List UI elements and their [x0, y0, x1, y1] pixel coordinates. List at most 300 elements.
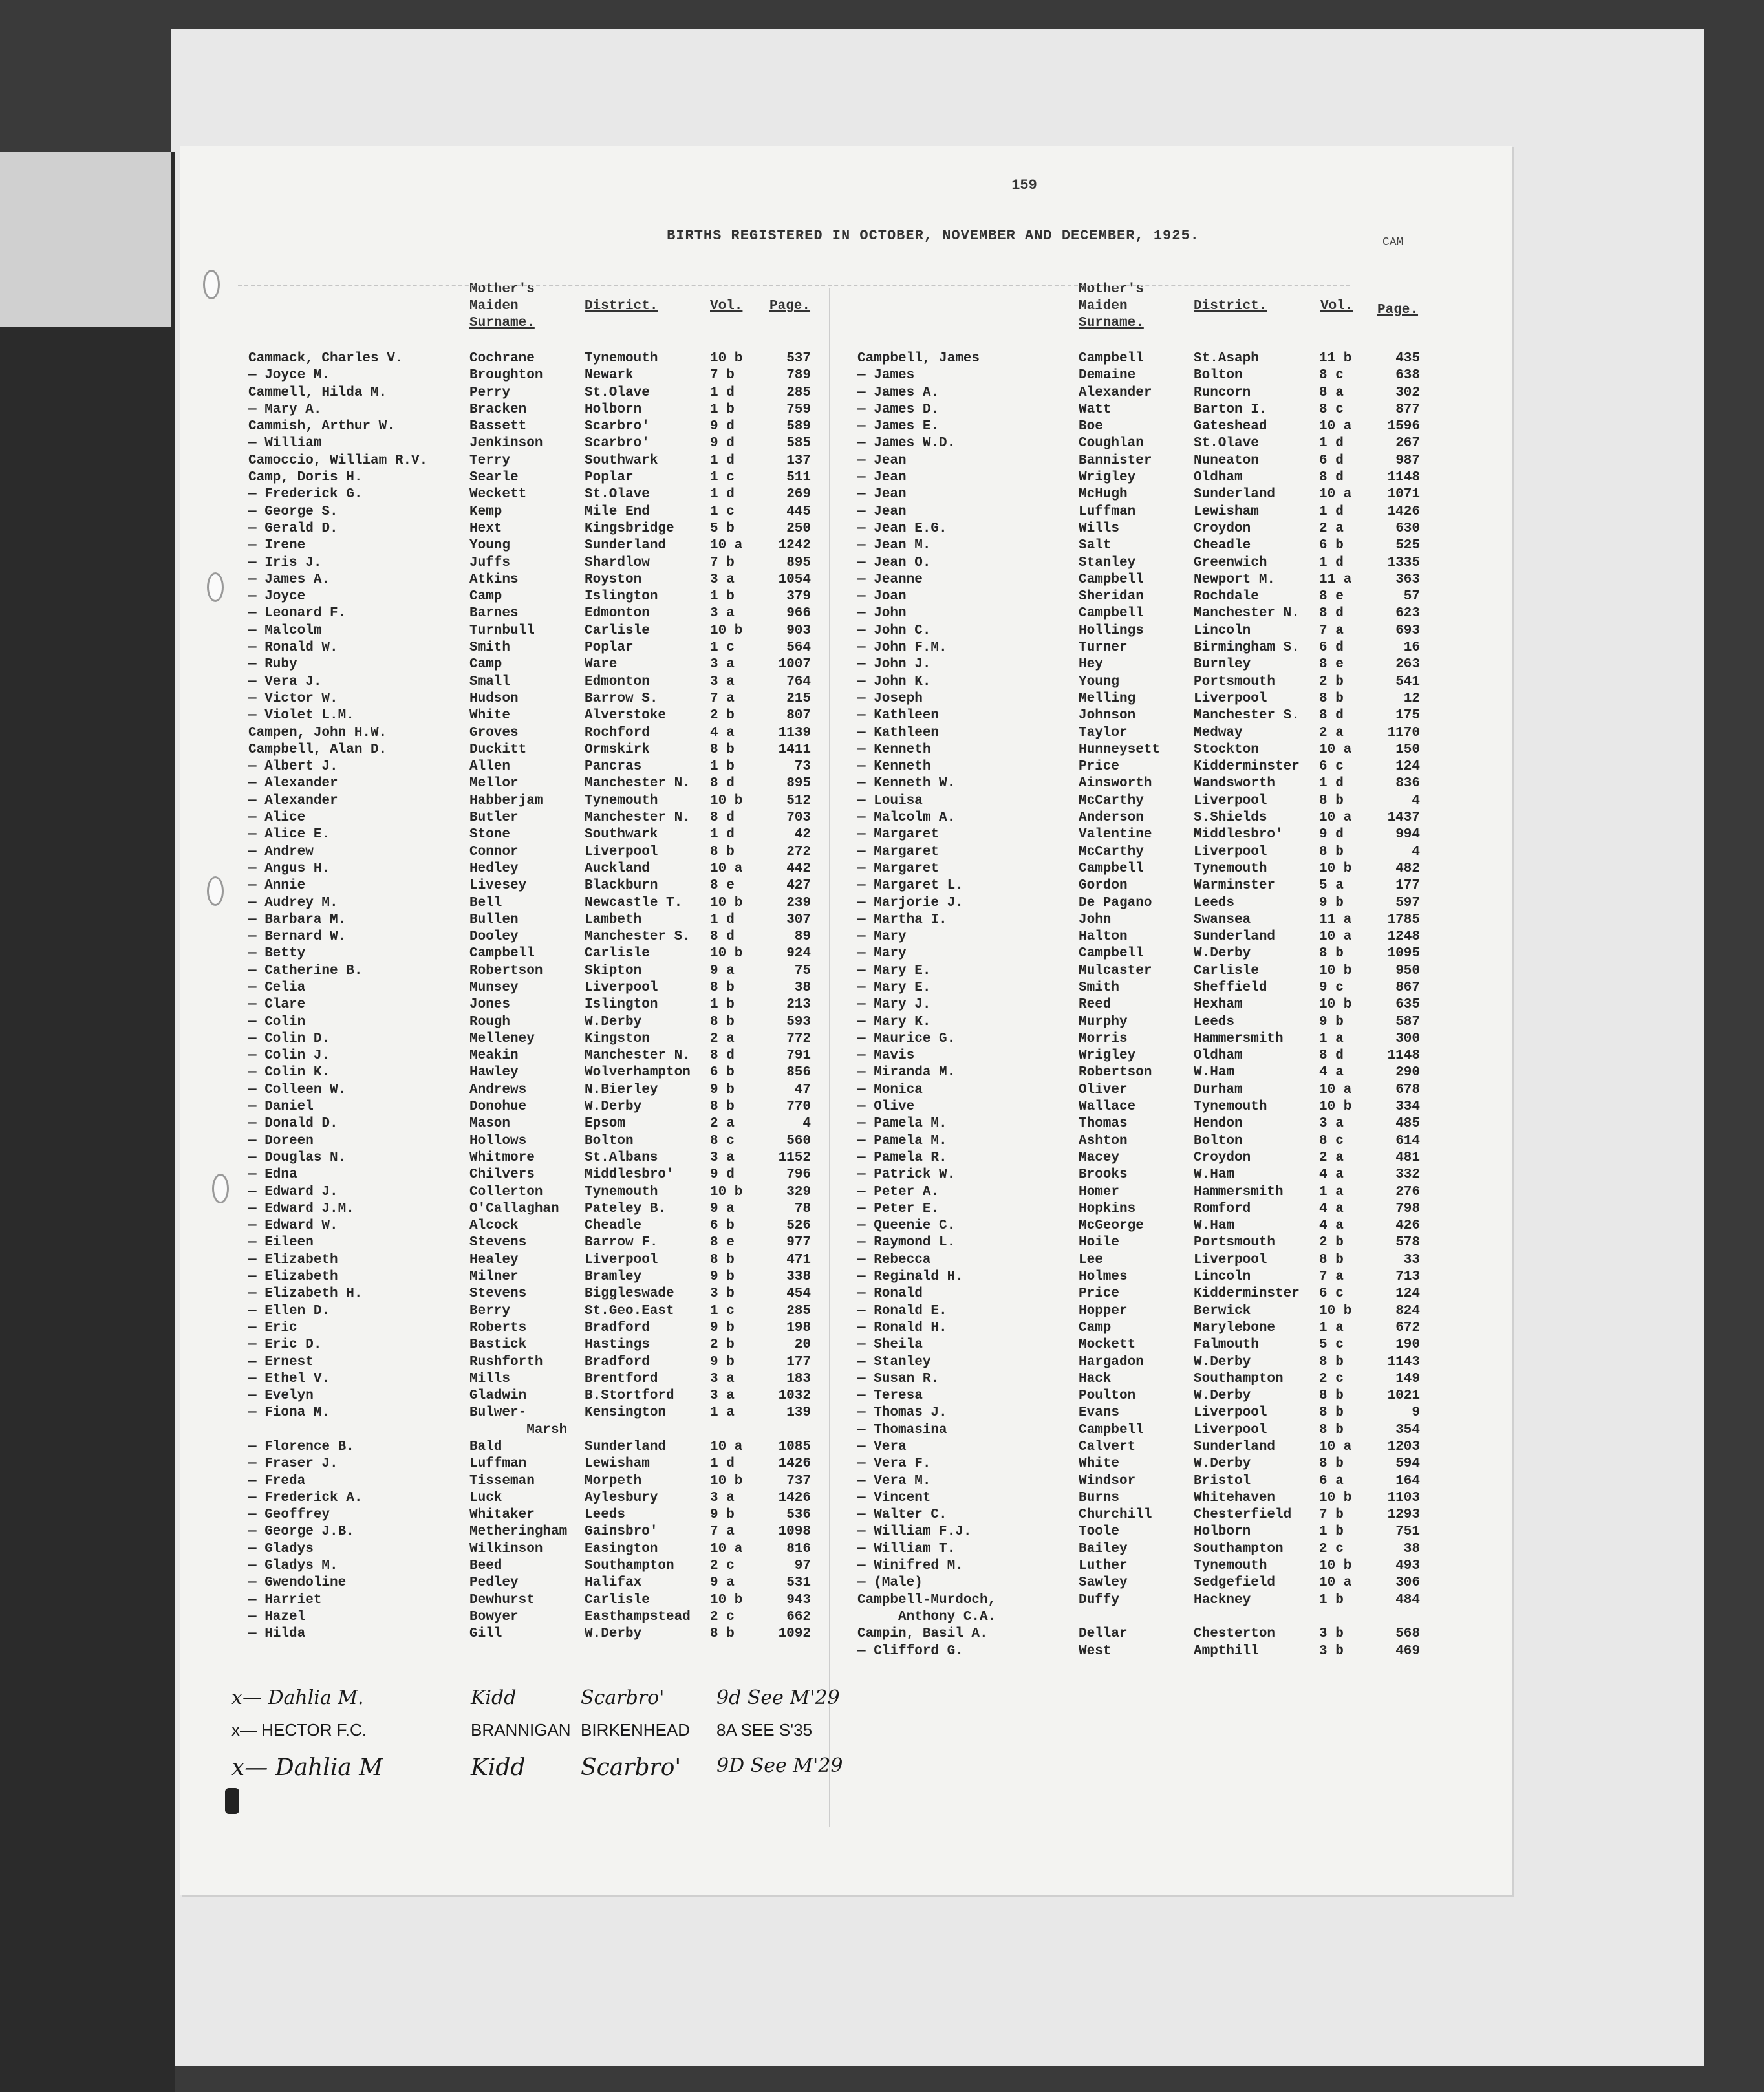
entry-district: Holborn: [1194, 1524, 1251, 1540]
entry-page: 597: [1395, 895, 1420, 911]
entry-name: — Harriet: [248, 1592, 322, 1608]
entry-district: W.Derby: [1194, 946, 1251, 962]
entry-district: Brentford: [585, 1371, 658, 1386]
entry-page: 33: [1403, 1252, 1420, 1267]
entry-district: W.Derby: [1194, 1388, 1251, 1404]
entry-vol: 1 d: [710, 827, 735, 843]
entry-page: 484: [1395, 1592, 1420, 1608]
entry-district: St.Asaph: [1194, 351, 1259, 366]
ink-blot: [225, 1788, 239, 1814]
entry-district: Liverpool: [1194, 844, 1267, 859]
punch-hole: [207, 876, 224, 906]
entry-district: Hammersmith: [1194, 1031, 1284, 1046]
entry-page: 537: [786, 351, 811, 366]
entry-vol: 2 a: [710, 1116, 735, 1132]
entry-name: — Colleen W.: [248, 1082, 347, 1097]
entry-page: 1437: [1387, 810, 1420, 826]
entry-name: — William F.J.: [857, 1524, 972, 1540]
entry-page: 1785: [1387, 912, 1420, 927]
entry-name: — James A.: [857, 385, 940, 400]
entry-district: Greenwich: [1194, 555, 1267, 570]
entry-mother: Price: [1079, 1286, 1120, 1302]
entry-district: Nuneaton: [1194, 453, 1259, 468]
entry-mother: Weckett: [469, 487, 527, 502]
entry-name: — James W.D.: [857, 436, 956, 451]
entry-mother: Watt: [1079, 402, 1112, 417]
entry-vol: 2 c: [1319, 1541, 1344, 1557]
entry-mother: Sawley: [1079, 1575, 1128, 1591]
header-mother-left: Mother's Maiden Surname.: [469, 282, 535, 330]
entry-vol: 8 b: [710, 1626, 735, 1642]
entry-page: 713: [1395, 1269, 1420, 1285]
entry-vol: 4 a: [710, 725, 735, 740]
entry-district: Manchester N.: [1194, 606, 1300, 621]
entry-vol: 9 a: [710, 963, 735, 978]
entry-district: Middlesbro': [585, 1167, 674, 1183]
entry-district: Manchester S.: [1194, 708, 1300, 724]
entry-district: St.Olave: [1194, 436, 1259, 451]
entry-district: Croydon: [1194, 521, 1251, 536]
entry-page: 290: [1395, 1065, 1420, 1081]
entry-vol: 7 a: [1319, 623, 1344, 638]
entry-name: — Alexander: [248, 793, 338, 808]
entry-vol: 8 e: [710, 878, 735, 894]
entry-district: B.Stortford: [585, 1388, 674, 1404]
entry-district: Cheadle: [585, 1218, 642, 1234]
punch-hole: [207, 572, 224, 602]
entry-vol: 5 a: [1319, 878, 1344, 894]
entry-vol: 8 c: [710, 1133, 735, 1148]
scan-edge-dark: [0, 152, 175, 2092]
entry-page: 703: [786, 810, 811, 826]
entry-district: Croydon: [1194, 1150, 1251, 1165]
entry-name: — Clifford G.: [857, 1643, 963, 1659]
entry-page: 20: [794, 1337, 811, 1353]
entry-page: 137: [786, 453, 811, 468]
entry-mother: Turnbull: [469, 623, 535, 638]
entry-vol: 8 b: [1319, 844, 1344, 859]
entry-vol: 3 b: [1319, 1626, 1344, 1642]
entry-mother: Wrigley: [1079, 1048, 1136, 1064]
entry-vol: 10 b: [710, 793, 743, 808]
entry-mother: Young: [1079, 674, 1120, 689]
entry-page: 623: [1395, 606, 1420, 621]
entry-vol: 10 a: [1319, 810, 1352, 826]
entry-district: Sedgefield: [1194, 1575, 1276, 1591]
entry-page: 190: [1395, 1337, 1420, 1353]
entry-district: Bramley: [585, 1269, 642, 1285]
entry-mother: Lee: [1079, 1252, 1103, 1267]
entry-mother: Perry: [469, 385, 511, 400]
entry-vol: 1 d: [710, 453, 735, 468]
entry-district: Southampton: [585, 1558, 674, 1574]
entry-name: — Frederick G.: [248, 487, 363, 502]
entry-vol: 8 b: [710, 844, 735, 859]
entry-name: — Doreen: [248, 1133, 314, 1148]
entry-vol: 8 e: [1319, 589, 1344, 605]
entry-vol: 10 a: [1319, 487, 1352, 502]
entry-district: W.Derby: [585, 1014, 642, 1030]
entry-vol: 7 b: [710, 555, 735, 570]
entry-mother: Price: [1079, 759, 1120, 775]
entry-name: — Victor W.: [248, 691, 338, 706]
entry-mother: Coughlan: [1079, 436, 1144, 451]
entry-district: Durham: [1194, 1082, 1243, 1097]
entry-vol: 1 a: [710, 1405, 735, 1421]
entry-name: — Kathleen: [857, 708, 940, 724]
entry-mother: Stanley: [1079, 555, 1136, 570]
entry-page: 164: [1395, 1473, 1420, 1489]
entry-name: — Angus H.: [248, 861, 330, 876]
entry-name: — Jean: [857, 470, 907, 486]
entry-vol: 5 b: [710, 521, 735, 536]
entry-mother: Bracken: [469, 402, 527, 417]
entry-page: 329: [786, 1184, 811, 1200]
entry-page: 300: [1395, 1031, 1420, 1046]
entry-district: Pateley B.: [585, 1201, 667, 1216]
register-page: 159 BIRTHS REGISTERED IN OCTOBER, NOVEMBER AND DECEMBER, 1925. CAM Mother's Maiden Surname. District. Vol. Page. Mother's Maiden Surname. District. Vol. Page. Cammack, Charles V. Cochrane Tynemouth 10 b 537 — Joyce M. Broughton Newark 7 b 789 Cammell, Hilda M. Perry St.Olave 1 d 285 — Mary A. Bracken Holborn 1 b 759 Cammish, Arthur W. Bassett Scarbro' 9 d 589 — William Jenkinson Scarbro' 9 d 585 Camoccio, William R.V. Terry Southwark 1 d 137 Camp, Doris H. Searle Poplar 1 c 511 — Frederick G. Weckett St.Olave 1 d 269 — George S. Kemp Mile End 1 c 445 — Gerald D. Hext Kingsbridge 5 b 250 — Irene Young Sunderland 10 a 1242 — Iris J. Juffs Shardlow 7 b 895 — James A. Atkins Royston 3 a 1054 — Joyce Camp Islington 1 b 379 — Leonard F. Barnes Edmonton 3 a 966 — Malcolm Turnbull Carlisle 10 b 903 — Ronald W. Smith Poplar 1 c 564 — Ruby Camp Ware 3 a 1007 — Vera J. Small Edmonton 3 a 764 — Victor W. Hudson Barrow S. 7 a 215 — Violet L.M. White Alverstoke 2 b 807 Campen, John H.W. Groves Rochford 4 a 1139 Campbell, Alan D. Duckitt Ormskirk 8 b 1411 — Albert J. Allen Pancras 1 b 73 — Alexander Mellor Manchester N. 8 d 895 — Alexander Habberjam Tynemouth 10 b 512 — Alice Butler Manchester N. 8 d 703 — Alice E. Stone Southwark 1 d 42 — Andrew Connor Liverpool 8 b 272 — Angus H. Hedley Auckland 10 a 442 — Annie Livesey Blackburn 8 e 427 — Audrey M. Bell Newcastle T. 10 b 239 — Barbara M. Bullen Lambeth 1 d 307 — Bernard W. Dooley Manchester S. 8 d 89 — Betty Campbell Carlisle 10 b 924 — Catherine B. Robertson Skipton 9 a 75 — Celia Munsey Liverpool 8 b 38 — Clare Jones Islington 1 b 213 — Colin Rough W.Derby 8 b 593 — Colin D. Melleney Kingston 2 a 772 — Colin J. Meakin Manchester N. 8 d 791 — Colin K. Hawley Wolverhampton 6 b 856 — Colleen W. Andrews N.Bierley 9 b 47 — Daniel Donohue W.Derby 8 b 770 — Donald D. Mason Epsom 2 a 4 — Doreen Hollows Bolton 8 c 560 — Douglas N. Whitmore St.Albans 3 a 1152 — Edna Chilvers Middlesbro' 9 d 796 — Edward J. Collerton Tynemouth 10 b 329 — Edward J.M. O'Callaghan Pateley B. 9 a 78 — Edward W. Alcock Cheadle 6 b 526 — Eileen Stevens Barrow F. 8 e 977 — Elizabeth Healey Liverpool 8 b 471 — Elizabeth Milner Bramley 9 b 338 — Elizabeth H. Stevens Biggleswade 3 b 454 — Ellen D. Berry St.Geo.East 1 c 285 — Eric Roberts Bradford 9 b 198 — Eric D. Bastick Hastings 2 b 20 — Ernest Rushforth Bradford 9 b 177 — Ethel V. Mills Brentford 3 a 183 — Evelyn Gladwin B.Stortford 3 a 1032 — Fiona M. Bulwer- Kensington 1 a 139 Marsh — Florence B. Bald Sunderland 10 a 1085 — Fraser J. Luffman Lewisham 1 d 1426 — Freda Tisseman Morpeth 10 b 737 — Frederick A. Luck Aylesbury 3 a 1426 — Geoffrey Whitaker Leeds 9 b 536 — George J.B. Metheringham Gainsbro' 7 a 1098 — Gladys Wilkinson Easington 10 a 816 — Gladys M. Beed Southampton 2 c 97 — Gwendoline Pedley Halifax 9 a 531 — Harriet Dewhurst Carlisle 10 b 943 — Hazel Bowyer Easthampstead 2 c 662 — Hilda Gill W.Derby 8 b 1092 Campbell, James Campbell St.Asaph 11 b 435 — James Demaine Bolton 8 c 638 — James A. Alexander Runcorn 8 a 302 — James D. Watt Barton I. 8 c 877 — James E. Boe Gateshead 10 a 1596 — James W.D. Coughlan St.Olave 1 d 267 — Jean Bannister Nuneaton 6 d 987 — Jean Wrigley Oldham 8 d 1148 — Jean McHugh Sunderland 10 a 1071 — Jean Luffman Lewisham 1 d 1426 — Jean E.G. Wills Croydon 2 a 630 — Jean M. Salt Cheadle 6 b 525 — Jean O. Stanley Greenwich 1 d 1335 — Jeanne Campbell Newport M. 11 a 363 — Joan Sheridan Rochdale 8 e 57 — John Campbell Manchester N. 8 d 623 — John C. Hollings Lincoln 7 a 693 — John F.M. Turner Birmingham S. 6 d 16 — John J. Hey Burnley 8 e 263 — John K. Young Portsmouth 2 b 541 — Joseph Melling Liverpool 8 b 12 — Kathleen Johnson Manchester S. 8 d 175 — Kathleen Taylor Medway 2 a 1170 — Kenneth Hunneysett Stockton 10 a 150 — Kenneth Price Kidderminster 6 c 124 — Kenneth W. Ainsworth Wandsworth 1 d 836 — Louisa McCarthy Liverpool 8 b 4 — Malcolm A. Anderson S.Shields 10 a 1437 — Margaret Valentine Middlesbro' 9 d 994 — Margaret McCarthy Liverpool 8 b 4 — Margaret Campbell Tynemouth 10 b 482 — Margaret L. Gordon Warminster 5 a 177 — Marjorie J. De Pagano Leeds 9 b 597 — Martha I. John Swansea 11 a 1785 — Mary Halton Sunderland 10 a 1248 — Mary Campbell W.Derby 8 b 1095 — Mary E. Mulcaster Carlisle 10 b 950 — Mary E. Smith Sheffield 9 c 867 — Mary J. Reed Hexham 10 b 635 — Mary K. Murphy Leeds 9 b 587 — Maurice G. Morris Hammersmith 1 a 300 — Mavis Wrigley Oldham 8 d 1148 — Miranda M. Robertson W.Ham 4 a 290 — Monica Oliver Durham 10 a 678 — Olive Wallace Tynemouth 10 b 334 — Pamela M. Thomas Hendon 3 a 485 — Pamela M. Ashton Bolton 8 c 614 — Pamela R. Macey Croydon 2 a 481 — Patrick W. Brooks W.Ham 4 a 332 — Peter A. Homer Hammersmith 1 a 276 — Peter E. Hopkins Romford 4 a 798 — Queenie C. McGeorge W.Ham 4 a 426 — Raymond L. Hoile Portsmouth 2 b 578 — Rebecca Lee Liverpool 8 b 33 — Reginald H. Holmes Lincoln 7 a 713 — Ronald Price Kidderminster 6 c 124 — Ronald E. Hopper Berwick 10 b 824 — Ronald H. Camp Marylebone 1 a 672 — Sheila Mockett Falmouth 5 c 190 — Stanley Hargadon W.Derby 8 b 1143 — Susan R. Hack Southampton 2 c 149 — Teresa Poulton W.Derby 8 b 1021 — Thomas J. Evans Liverpool 8 b 9 — Thomasina Campbell Liverpool 8 b 354 — Vera Calvert Sunderland 10 a 1203 — Vera F. White W.Derby 8 b 594 — Vera M. Windsor Bristol 6 a 164 — Vincent Burns Whitehaven 10 b 1103 — Walter C. Churchill Chesterfield 7 b 1293 — William F.J. Toole Holborn 1 b 751 — William T. Bailey Southampton 2 c 38 — Winifred M. Luther Tynemouth 10 b 493 — (Male) Sawley Sedgefield 10 a 306 Campbell-Murdoch, Duffy Hackney 1 b 484 Anthony C.A. Campin, Basil A. Dellar Chesterton 3 b 568 — Clifford G. West Ampthill 3 b 469 x— Dahlia M. Kidd Scarbro' 9d See M'29 x— HECTOR F.C. BRANNIGAN BIRKENHEAD 8A SEE S'35 x— Dahlia M Kidd Scarbro' 9D See M'29: [180, 146, 1512, 1895]
entry-district: St.Olave: [585, 487, 650, 502]
entry-page: 124: [1395, 1286, 1420, 1302]
entry-mother: Demaine: [1079, 368, 1136, 383]
entry-vol: 3 b: [1319, 1643, 1344, 1659]
entry-page: 796: [786, 1167, 811, 1183]
entry-page: 578: [1395, 1235, 1420, 1251]
entry-mother: Bailey: [1079, 1541, 1128, 1557]
entry-mother: McGeorge: [1079, 1218, 1144, 1234]
entry-mother: Mockett: [1079, 1337, 1136, 1353]
entry-vol: 9 b: [710, 1354, 735, 1370]
entry-district: Bolton: [585, 1133, 634, 1148]
entry-mother: Hargadon: [1079, 1354, 1144, 1370]
entry-page: 560: [786, 1133, 811, 1148]
entry-vol: 8 b: [710, 1014, 735, 1030]
entry-page: 427: [786, 878, 811, 894]
entry-district: Ormskirk: [585, 742, 650, 757]
entry-page: 354: [1395, 1422, 1420, 1438]
entry-name: — Evelyn: [248, 1388, 314, 1404]
entry-district: Carlisle: [585, 623, 650, 638]
entry-name: — William T.: [857, 1541, 956, 1557]
entry-page: 38: [1403, 1541, 1420, 1557]
entry-district: Tynemouth: [585, 1184, 658, 1200]
entry-district: Ware: [585, 657, 618, 673]
entry-mother: McCarthy: [1079, 844, 1144, 859]
entry-district: Edmonton: [585, 674, 650, 689]
entry-name: — James E.: [857, 419, 940, 435]
entry-mother: O'Callaghan: [469, 1201, 559, 1216]
entry-vol: 9 c: [1319, 980, 1344, 995]
entry-district: Pancras: [585, 759, 642, 775]
entry-page: 215: [786, 691, 811, 706]
entry-page: 1143: [1387, 1354, 1420, 1370]
entry-name: — John C.: [857, 623, 931, 638]
entry-vol: 1 d: [1319, 776, 1344, 792]
entry-page: 966: [786, 606, 811, 621]
entry-district: Liverpool: [1194, 793, 1267, 808]
entry-mother: Young: [469, 538, 511, 554]
entry-district: Lewisham: [585, 1456, 650, 1472]
entry-district: Holborn: [585, 402, 642, 417]
entry-district: Oldham: [1194, 470, 1243, 486]
entry-page: 1596: [1387, 419, 1420, 435]
entry-name: Campin, Basil A.: [857, 1626, 988, 1642]
entry-district: W.Derby: [1194, 1354, 1251, 1370]
entry-mother: Smith: [1079, 980, 1120, 995]
entry-mother: Bowyer: [469, 1609, 519, 1624]
entry-mother: Wills: [1079, 521, 1120, 536]
entry-name: — Annie: [248, 878, 306, 894]
entry-page: 1148: [1387, 470, 1420, 486]
entry-mother: Marsh: [469, 1422, 568, 1438]
entry-mother: West: [1079, 1643, 1112, 1659]
entry-page: 175: [1395, 708, 1420, 724]
entry-page: 587: [1395, 1014, 1420, 1030]
entry-page: 541: [1395, 674, 1420, 689]
entry-page: 943: [786, 1592, 811, 1608]
entry-vol: 1 b: [710, 759, 735, 775]
entry-name: — Hazel: [248, 1609, 306, 1624]
entry-vol: 10 b: [1319, 1558, 1352, 1574]
entry-name: — Martha I.: [857, 912, 947, 927]
entry-vol: 10 a: [1319, 1575, 1352, 1591]
entry-name: — Kathleen: [857, 725, 940, 740]
entry-mother: Hunneysett: [1079, 742, 1161, 757]
entry-page: 150: [1395, 742, 1420, 757]
entry-vol: 3 a: [710, 1371, 735, 1386]
entry-vol: 7 a: [710, 691, 735, 706]
entry-vol: 1 a: [1319, 1320, 1344, 1335]
entry-vol: 9 d: [710, 1167, 735, 1183]
entry-name: — George S.: [248, 504, 338, 519]
entry-page: 678: [1395, 1082, 1420, 1097]
entry-page: 1426: [778, 1456, 811, 1472]
entry-district: Middlesbro': [1194, 827, 1284, 843]
entry-vol: 4 a: [1319, 1065, 1344, 1081]
entry-page: 531: [786, 1575, 811, 1591]
entry-name: Camoccio, William R.V.: [248, 453, 428, 468]
entry-vol: 10 a: [710, 1541, 743, 1557]
entry-mother: Stevens: [469, 1286, 527, 1302]
entry-vol: 8 a: [1319, 385, 1344, 400]
entry-page: 177: [1395, 878, 1420, 894]
header-page-left: Page.: [769, 299, 811, 314]
entry-page: 75: [794, 963, 811, 978]
entry-page: 57: [1403, 589, 1420, 605]
entry-mother: Johnson: [1079, 708, 1136, 724]
entry-page: 183: [786, 1371, 811, 1386]
entry-name: — Mary A.: [248, 402, 322, 417]
entry-district: Barton I.: [1194, 402, 1267, 417]
entry-mother: Tisseman: [469, 1473, 535, 1489]
entry-mother: Murphy: [1079, 1014, 1128, 1030]
entry-name: — Celia: [248, 980, 306, 995]
entry-mother: Collerton: [469, 1184, 543, 1200]
entry-page: 1170: [1387, 725, 1420, 740]
entry-district: N.Bierley: [585, 1082, 658, 1097]
entry-vol: 8 d: [710, 776, 735, 792]
entry-mother: Bullen: [469, 912, 519, 927]
entry-mother: Hollows: [469, 1133, 527, 1148]
entry-vol: 6 d: [1319, 640, 1344, 656]
entry-name: — Malcolm A.: [857, 810, 956, 826]
entry-mother: Allen: [469, 759, 511, 775]
header-district-right: District.: [1194, 299, 1267, 314]
entry-district: Scarbro': [585, 436, 650, 451]
entry-name: — Winifred M.: [857, 1558, 963, 1574]
entry-district: Romford: [1194, 1201, 1251, 1216]
entry-mother: Munsey: [469, 980, 519, 995]
entry-page: 4: [802, 1116, 811, 1132]
entry-district: W.Derby: [1194, 1456, 1251, 1472]
entry-page: 1411: [778, 742, 811, 757]
entry-vol: 11 b: [1319, 351, 1352, 366]
entry-vol: 1 d: [710, 385, 735, 400]
entry-name: — Pamela M.: [857, 1133, 947, 1148]
entry-vol: 6 b: [710, 1065, 735, 1081]
entry-vol: 10 b: [710, 623, 743, 638]
entry-vol: 6 a: [1319, 1473, 1344, 1489]
entry-mother: Habberjam: [469, 793, 543, 808]
entry-name: — Joseph: [857, 691, 923, 706]
entry-mother: Brooks: [1079, 1167, 1128, 1183]
entry-vol: 2 b: [710, 1337, 735, 1353]
entry-name: — Fraser J.: [248, 1456, 338, 1472]
entry-vol: 8 c: [1319, 1133, 1344, 1148]
entry-district: Tynemouth: [585, 351, 658, 366]
entry-page: 272: [786, 844, 811, 859]
entry-vol: 8 b: [1319, 1456, 1344, 1472]
entry-name: — Margaret L.: [857, 878, 963, 894]
entry-district: Leeds: [1194, 1014, 1235, 1030]
entry-mother: Taylor: [1079, 725, 1128, 740]
entry-mother: Homer: [1079, 1184, 1120, 1200]
entry-page: 285: [786, 385, 811, 400]
entry-district: Sunderland: [585, 1440, 667, 1454]
entry-name: — Eric: [248, 1320, 297, 1335]
entry-mother: Camp: [469, 657, 502, 673]
entry-mother: Whitmore: [469, 1150, 535, 1165]
entry-vol: 10 b: [1319, 1099, 1352, 1115]
entry-vol: 2 b: [1319, 1235, 1344, 1251]
entry-page: 824: [1395, 1303, 1420, 1319]
entry-name: Campbell-Murdoch,: [857, 1592, 996, 1608]
entry-vol: 9 a: [710, 1575, 735, 1591]
entry-district: Barrow F.: [585, 1235, 658, 1251]
entry-mother: Andrews: [469, 1082, 527, 1097]
entry-vol: 1 a: [1319, 1184, 1344, 1200]
entry-mother: Donohue: [469, 1099, 527, 1115]
entry-district: St.Olave: [585, 385, 650, 400]
entry-vol: 9 b: [710, 1082, 735, 1097]
entry-vol: 3 b: [710, 1286, 735, 1302]
entry-vol: 10 a: [710, 538, 743, 554]
entry-name: — John J.: [857, 657, 931, 673]
entry-district: Manchester N.: [585, 1048, 691, 1064]
entry-vol: 10 a: [1319, 929, 1352, 945]
entry-mother: Livesey: [469, 878, 527, 894]
entry-mother: Wrigley: [1079, 470, 1136, 486]
entry-district: Liverpool: [585, 844, 658, 859]
entry-page: 124: [1395, 759, 1420, 775]
entry-district: Liverpool: [1194, 1422, 1267, 1438]
entry-page: 269: [786, 487, 811, 502]
entry-mother: Small: [469, 674, 511, 689]
entry-mother: Evans: [1079, 1405, 1120, 1421]
entry-name: — Pamela M.: [857, 1116, 947, 1132]
entry-mother: Thomas: [1079, 1116, 1128, 1132]
entry-page: 525: [1395, 538, 1420, 554]
entry-vol: 10 a: [1319, 1440, 1352, 1454]
entry-vol: 3 a: [710, 674, 735, 689]
entry-vol: 1 d: [1319, 504, 1344, 519]
entry-mother: Windsor: [1079, 1473, 1136, 1489]
entry-name: — John K.: [857, 674, 931, 689]
entry-page: 856: [786, 1065, 811, 1081]
entry-name: Cammack, Charles V.: [248, 351, 403, 366]
entry-page: 263: [1395, 657, 1420, 673]
entry-mother: Luffman: [469, 1456, 527, 1472]
entry-vol: 4 a: [1319, 1201, 1344, 1216]
entry-district: Southampton: [1194, 1371, 1284, 1386]
entry-vol: 8 e: [710, 1235, 735, 1251]
entry-vol: 1 d: [710, 487, 735, 502]
entry-vol: 8 c: [1319, 368, 1344, 383]
entry-vol: 10 a: [1319, 742, 1352, 757]
entry-name: — Kenneth: [857, 759, 931, 775]
entry-name: — Eileen: [248, 1235, 314, 1251]
entry-page: 635: [1395, 997, 1420, 1013]
entry-district: W.Ham: [1194, 1065, 1235, 1081]
entry-vol: 3 a: [1319, 1116, 1344, 1132]
entry-page: 363: [1395, 572, 1420, 587]
entry-mother: Metheringham: [469, 1524, 568, 1540]
entry-name: — Teresa: [857, 1388, 923, 1404]
entry-district: Halifax: [585, 1575, 642, 1591]
entry-district: Lewisham: [1194, 504, 1259, 519]
entry-vol: 9 b: [710, 1269, 735, 1285]
entry-name: — Rebecca: [857, 1252, 931, 1267]
entry-page: 772: [786, 1031, 811, 1046]
entry-name: — James A.: [248, 572, 330, 587]
entry-mother: Mills: [469, 1371, 511, 1386]
entry-district: Bradford: [585, 1354, 650, 1370]
entry-mother: Gladwin: [469, 1388, 527, 1404]
entry-name: — Frederick A.: [248, 1490, 363, 1505]
entry-mother: Luther: [1079, 1558, 1128, 1574]
entry-page: 950: [1395, 963, 1420, 978]
entry-vol: 9 d: [710, 419, 735, 435]
entry-name: — Gwendoline: [248, 1575, 347, 1591]
entry-mother: Campbell: [469, 946, 535, 962]
entry-name: Campen, John H.W.: [248, 725, 387, 740]
entry-district: Marylebone: [1194, 1320, 1276, 1335]
entry-page: 585: [786, 436, 811, 451]
entry-page: 564: [786, 640, 811, 656]
entry-district: Runcorn: [1194, 385, 1251, 400]
entry-mother: Oliver: [1079, 1082, 1128, 1097]
entry-vol: 8 d: [710, 1048, 735, 1064]
entry-vol: 3 a: [710, 1150, 735, 1165]
entry-vol: 8 b: [1319, 793, 1344, 808]
entry-name: — Jean: [857, 453, 907, 468]
entry-page: 485: [1395, 1116, 1420, 1132]
entry-vol: 10 b: [710, 351, 743, 366]
entry-district: Carlisle: [585, 946, 650, 962]
entry-vol: 2 c: [710, 1558, 735, 1574]
entry-district: Blackburn: [585, 878, 658, 894]
entry-name: — Clare: [248, 997, 306, 1013]
